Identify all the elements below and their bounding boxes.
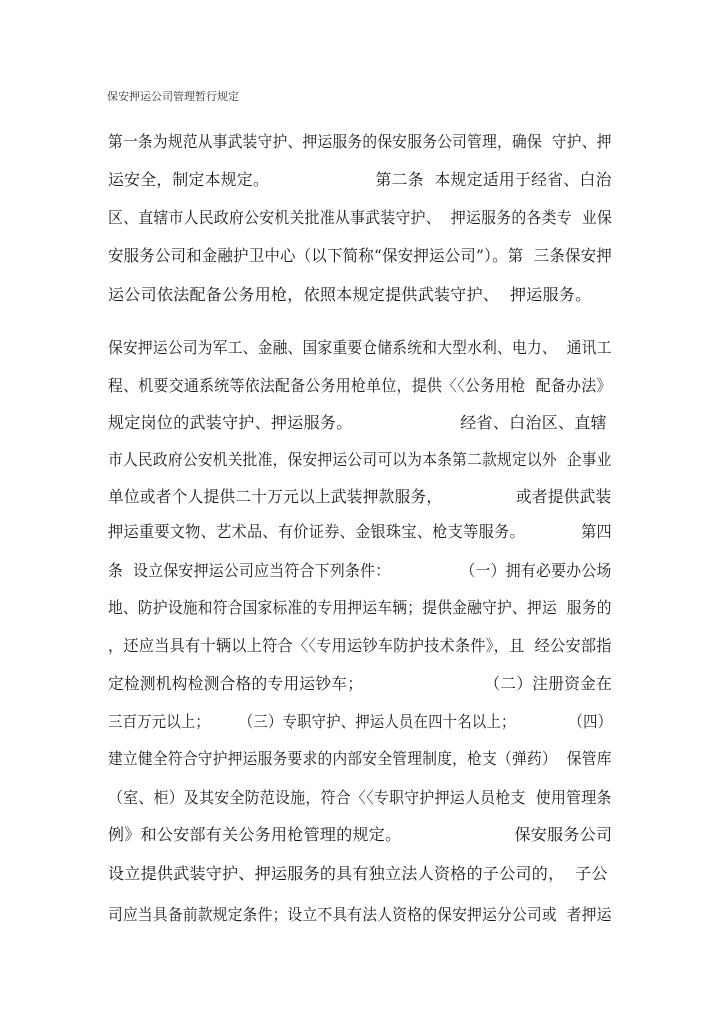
text-line-12: 条 设立保安押运公司应当符合下列条件： （一）拥有必要办公场 <box>108 561 612 580</box>
text-line-5: 运公司依法配备公务用枪，依照本规定提供武装守护、 押运服务。 <box>108 285 592 304</box>
text-line-3: 区、直辖市人民政府公安机关批准从事武装守护、 押运服务的各类专 业保 <box>108 208 613 227</box>
text-line-18: （室、柜）及其安全防范设施，符合〈〈专职守护押运人员枪支 使用管理条 <box>108 788 612 807</box>
text-line-9: 市人民政府公安机关批准，保安押运公司可以为本条第二款规定以外 企事业 <box>108 450 612 469</box>
text-line-16: 三百万元以上； （三）专职守护、押运人员在四十名以上； （四） <box>108 712 613 731</box>
text-line-6: 保安押运公司为军工、金融、国家重要仓储系统和大型水利、电力、 通讯工 <box>108 338 612 357</box>
text-line-11: 押运重要文物、艺术品、有价证券、金银珠宝、枪支等服务。 第四 <box>108 522 612 541</box>
text-line-21: 司应当具备前款规定条件；设立不具有法人资格的保安押运分公司或 者押运 <box>108 905 612 924</box>
text-line-14: ，还应当具有十辆以上符合〈〈专用运钞车防护技术条件》，且 经公安部指 <box>108 636 612 655</box>
document-title: 保安押运公司管理暂行规定 <box>107 90 239 103</box>
text-line-17: 建立健全符合守护押运服务要求的内部安全管理制度，枪支（弹药） 保管库 <box>108 749 612 768</box>
text-line-4: 安服务公司和金融护卫中心（以下简称“保安押运公司”）。第 三条保安押 <box>108 246 613 265</box>
text-line-13: 地、防护设施和符合国家标准的专用押运车辆；提供金融守护、押运 服务的 <box>108 598 612 617</box>
text-line-19: 例》和公安部有关公务用枪管理的规定。 保安服务公司 <box>108 825 613 844</box>
text-line-15: 定检测机构检测合格的专用运钞车； （二）注册资金在 <box>108 674 613 693</box>
text-line-20: 设立提供武装守护、押运服务的具有独立法人资格的子公司的， 子公 <box>108 864 608 883</box>
text-line-2: 运安全，制定本规定。 第二条 本规定适用于经省、白治 <box>108 170 612 189</box>
text-line-7: 程、机要交通系统等依法配备公务用枪单位，提供〈〈公务用枪 配备办法》 <box>108 376 612 395</box>
text-line-8: 规定岗位的武装守护、押运服务。 经省、白治区、直辖 <box>108 413 607 432</box>
text-line-1: 第一条为规范从事武装守护、押运服务的保安服务公司管理，确保 守护、押 <box>108 132 612 151</box>
text-line-10: 单位或者个人提供二十万元以上武装押款服务， 或者提供武装 <box>108 487 612 506</box>
